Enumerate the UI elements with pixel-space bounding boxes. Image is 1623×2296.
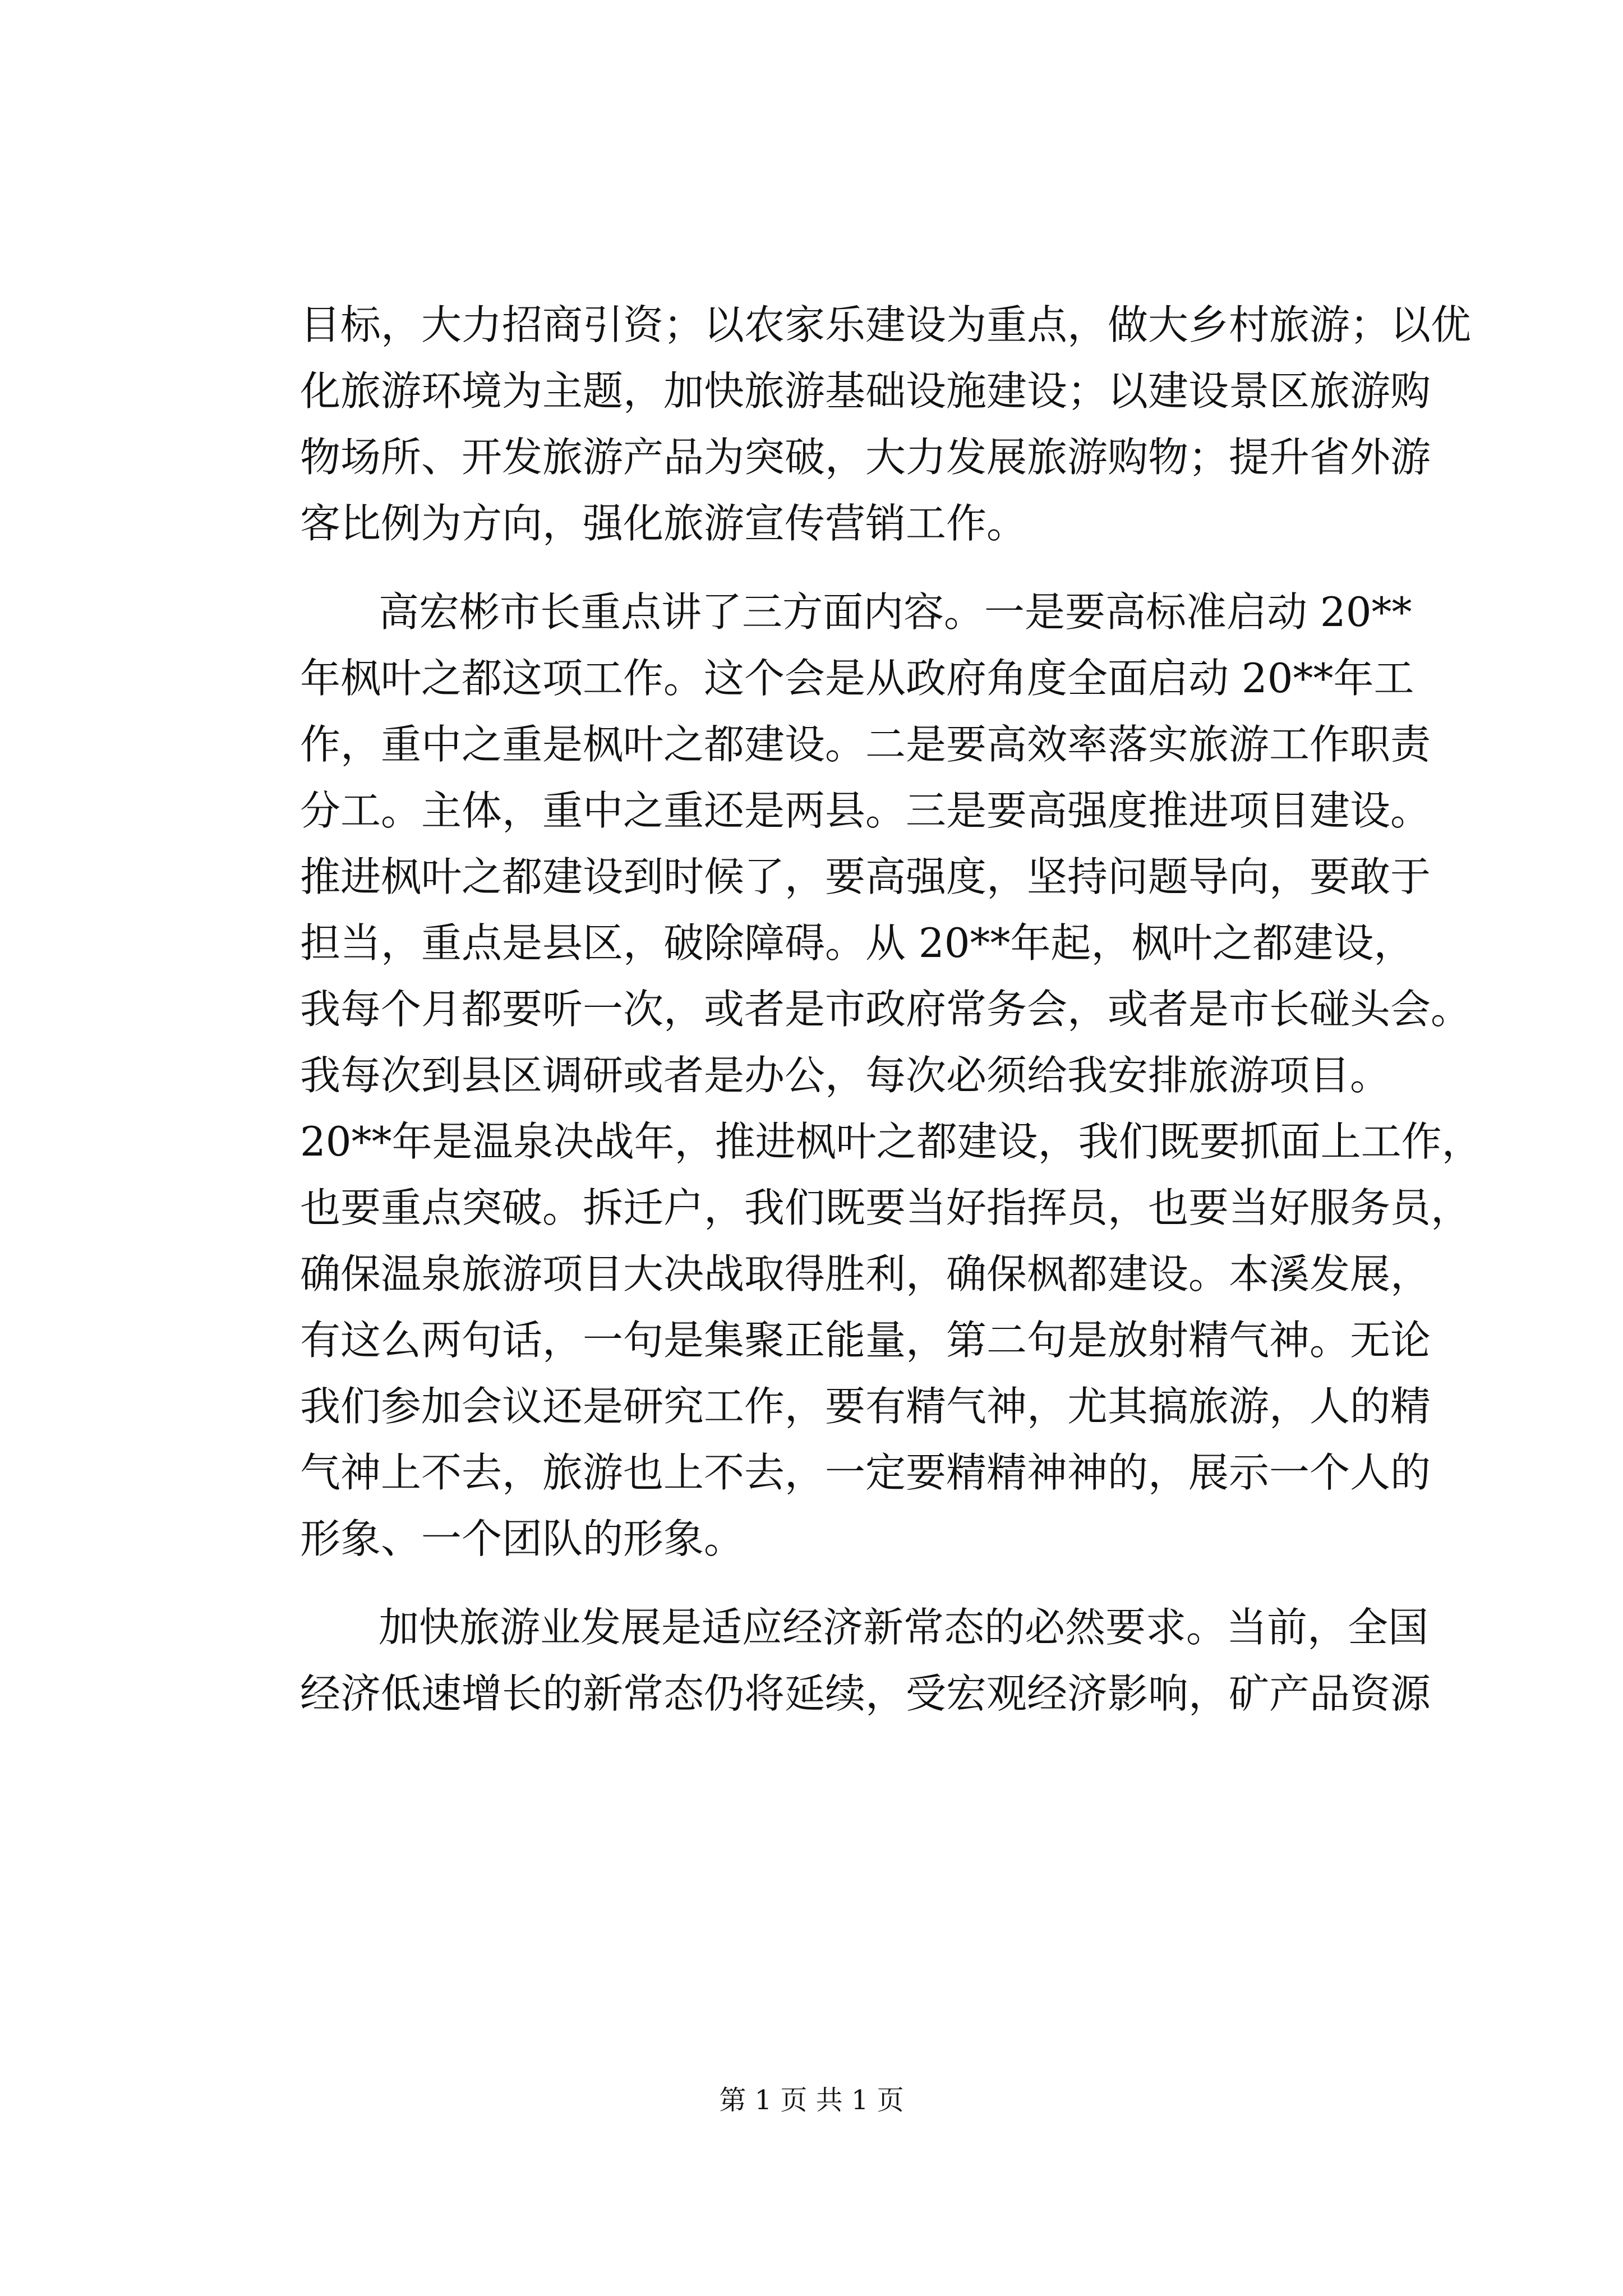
text-line: 化旅游环境为主题，加快旅游基础设施建设；以建设景区旅游购 [300, 367, 1431, 415]
text-line: 作，重中之重是枫叶之都建设。二是要高效率落实旅游工作职责 [300, 721, 1431, 768]
paragraph-gap [300, 1572, 1321, 1594]
text-line: 经济低速增长的新常态仍将延续，受宏观经济影响，矿产品资源 [300, 1670, 1431, 1717]
text-line: 我每次到县区调研或者是办公，每次必须给我安排旅游项目。 [300, 1052, 1391, 1099]
text-line: 年枫叶之都这项工作。这个会是从政府角度全面启动 20**年工 [300, 655, 1414, 702]
text-line: 物场所、开发旅游产品为突破，大力发展旅游购物；提升省外游 [300, 434, 1431, 481]
text-line: 气神上不去，旅游也上不去，一定要精精神神的，展示一个人的 [300, 1449, 1431, 1496]
paragraph-gap [300, 556, 1321, 579]
text-line: 也要重点突破。拆迁户，我们既要当好指挥员，也要当好服务员， [300, 1184, 1472, 1231]
page-footer: 第 1 页 共 1 页 [719, 2085, 904, 2116]
text-line: 形象、一个团队的形象。 [300, 1515, 745, 1562]
text-line: 担当，重点是县区，破除障碍。从 20**年起，枫叶之都建设， [300, 919, 1414, 967]
text-line: 确保温泉旅游项目大决战取得胜利，确保枫都建设。本溪发展， [300, 1250, 1431, 1297]
text-line: 我每个月都要听一次，或者是市政府常务会，或者是市长碰头会。 [300, 986, 1472, 1033]
text-line: 20**年是温泉决战年，推进枫叶之都建设，我们既要抓面上工作， [300, 1118, 1482, 1165]
text-line: 加快旅游业发展是适应经济新常态的必然要求。当前，全国 [379, 1604, 1429, 1651]
text-line: 客比例为方向，强化旅游宣传营销工作。 [300, 500, 1027, 547]
text-line: 高宏彬市长重点讲了三方面内容。一是要高标准启动 20** [379, 588, 1412, 636]
document-body [300, 292, 1482, 1727]
text-line: 有这么两句话，一句是集聚正能量，第二句是放射精气神。无论 [300, 1317, 1431, 1364]
text-line: 目标，大力招商引资；以农家乐建设为重点，做大乡村旅游；以优 [300, 301, 1472, 348]
text-line: 分工。主体，重中之重还是两县。三是要高强度推进项目建设。 [300, 787, 1431, 834]
text-line: 推进枫叶之都建设到时候了，要高强度，坚持问题导向，要敢于 [300, 853, 1431, 900]
text-line: 我们参加会议还是研究工作，要有精气神，尤其搞旅游，人的精 [300, 1383, 1431, 1430]
